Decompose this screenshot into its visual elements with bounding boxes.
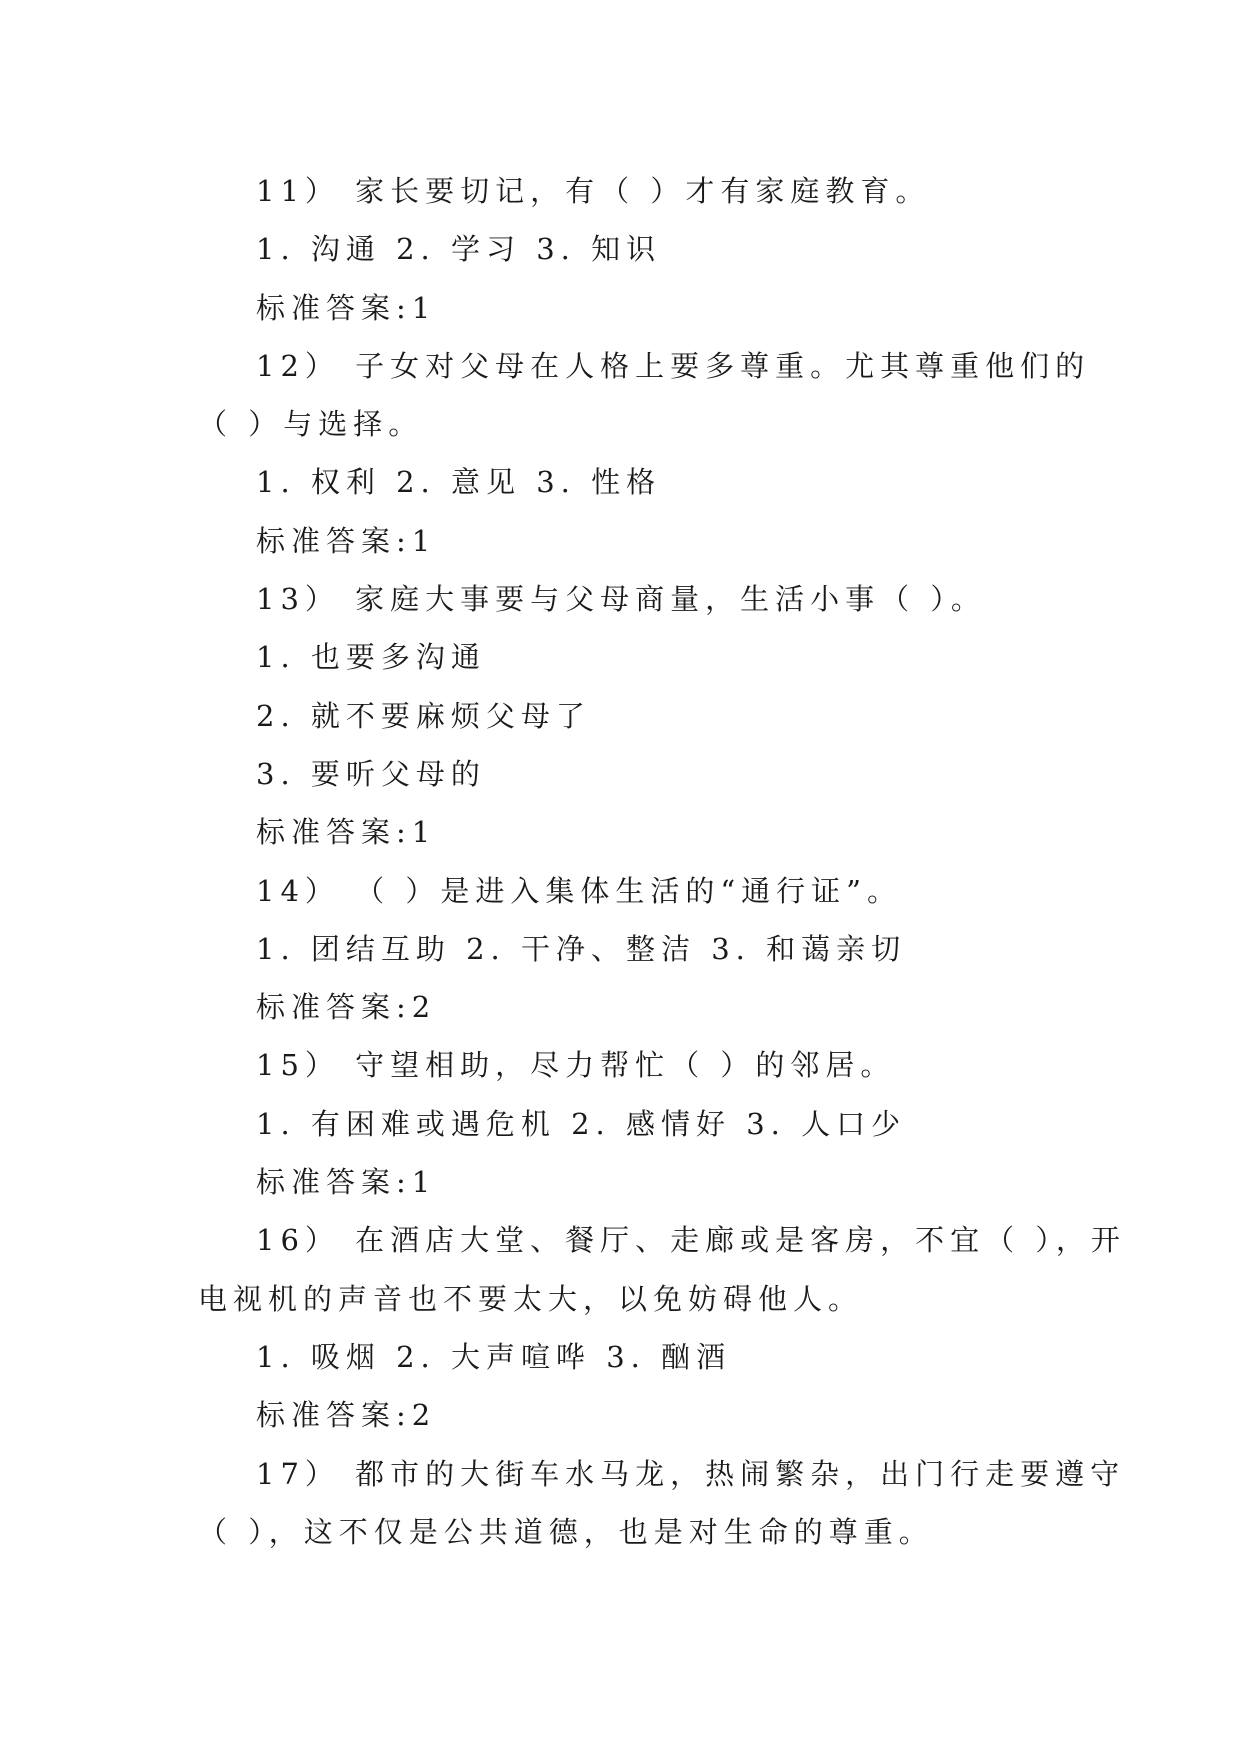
question-13-answer: 标准答案:1 bbox=[256, 815, 437, 850]
question-14-answer: 标准答案:2 bbox=[256, 990, 437, 1025]
question-14-options: 1. 团结互助 2. 干净、整洁 3. 和蔼亲切 bbox=[256, 931, 907, 966]
question-11: 11） 家长要切记，有（ ）才有家庭教育。 bbox=[256, 174, 931, 208]
question-12: 12） 子女对父母在人格上要多尊重。尤其尊重他们的 bbox=[256, 348, 1091, 383]
question-13-option-1: 1. 也要多沟通 bbox=[256, 640, 486, 675]
question-16-options: 1. 吸烟 2. 大声喧哗 3. 酗酒 bbox=[256, 1339, 732, 1374]
question-14: 14） （ ）是进入集体生活的“通行证”。 bbox=[256, 873, 902, 908]
question-13-option-3: 3. 要听父母的 bbox=[256, 756, 486, 791]
question-11-options: 1. 沟通 2. 学习 3. 知识 bbox=[256, 232, 662, 267]
question-15-options: 1. 有困难或遇危机 2. 感情好 3. 人口少 bbox=[256, 1106, 907, 1141]
question-15-answer: 标准答案:1 bbox=[256, 1165, 437, 1200]
question-13: 13） 家庭大事要与父母商量，生活小事（ ）。 bbox=[256, 582, 986, 617]
question-12-answer: 标准答案:1 bbox=[256, 523, 437, 558]
question-16: 16） 在酒店大堂、餐厅、走廊或是客房，不宜（ ），开 bbox=[256, 1223, 1126, 1258]
question-17-continued: （ ），这不仅是公共道德，也是对生命的尊重。 bbox=[198, 1514, 934, 1549]
question-11-answer: 标准答案:1 bbox=[256, 290, 437, 325]
question-12-options: 1. 权利 2. 意见 3. 性格 bbox=[256, 465, 662, 500]
question-16-answer: 标准答案:2 bbox=[256, 1398, 437, 1433]
question-13-option-2: 2. 就不要麻烦父母了 bbox=[256, 698, 591, 733]
document-body bbox=[198, 162, 1126, 1561]
question-12-continued: （ ）与选择。 bbox=[198, 407, 424, 442]
question-15: 15） 守望相助，尽力帮忙（ ）的邻居。 bbox=[256, 1048, 896, 1083]
question-16-continued: 电视机的声音也不要太大，以免妨碍他人。 bbox=[198, 1281, 864, 1316]
question-17: 17） 都市的大街车水马龙，热闹繁杂，出门行走要遵守 bbox=[256, 1456, 1126, 1491]
